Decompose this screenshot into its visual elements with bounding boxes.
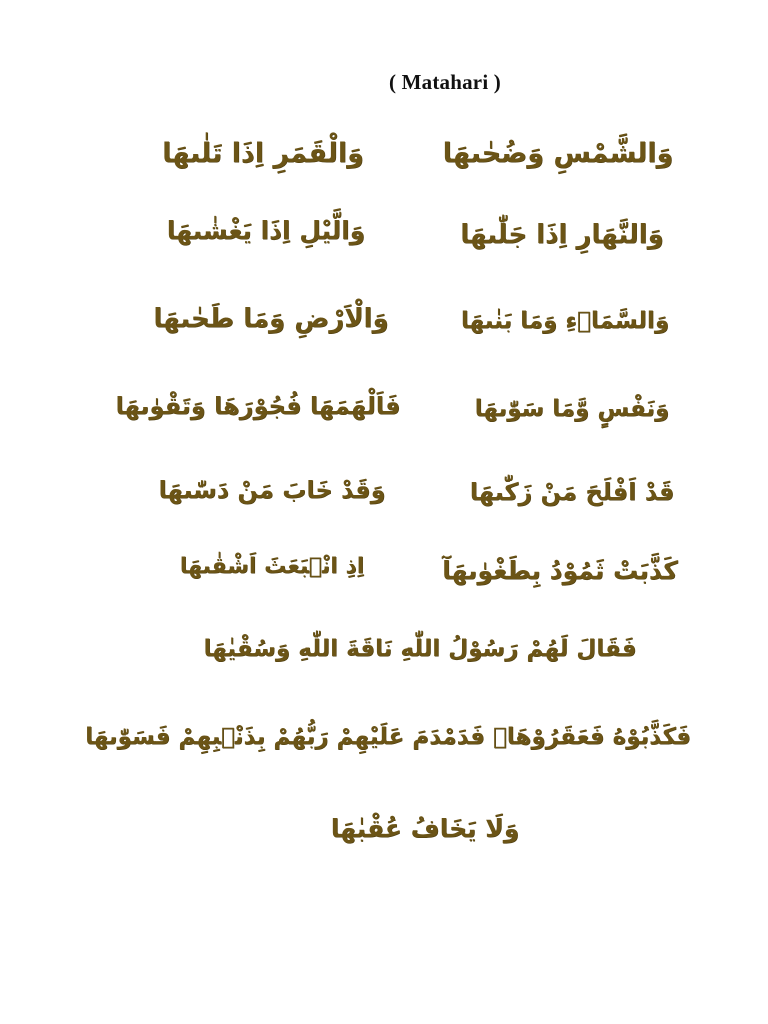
verse-4: وَالَّيْلِ اِذَا يَغْشٰىهَا (166, 216, 366, 245)
verse-3: وَالنَّهَارِ اِذَا جَلّٰىهَا (460, 220, 664, 250)
verse-11: كَذَّبَتْ ثَمُوْدُ بِطَغْوٰىهَآ (442, 556, 678, 585)
verse-5: وَالسَّمَاۤءِ وَمَا بَنٰىهَا (460, 308, 670, 334)
verse-10: وَقَدْ خَابَ مَنْ دَسّٰىهَا (158, 476, 386, 504)
verse-6: وَالْاَرْضِ وَمَا طَحٰىهَا (153, 304, 389, 334)
verse-1: وَالشَّمْسِ وَضُحٰىهَا (442, 138, 674, 169)
verse-14: فَكَذَّبُوْهُ فَعَقَرُوْهَاۖ فَدَمْدَمَ عَلَيْهِمْ رَبُّهُمْ بِذَنْۢبِهِمْ فَسَوّٰىهَا (85, 724, 691, 750)
verse-12: اِذِ انْۢبَعَثَ اَشْقٰىهَا (179, 554, 365, 579)
verse-15: وَلَا يَخَافُ عُقْبٰهَا (330, 814, 520, 843)
verse-2: وَالْقَمَرِ اِذَا تَلٰىهَا (162, 138, 364, 169)
verse-8: فَاَلْهَمَهَا فُجُوْرَهَا وَتَقْوٰىهَا (115, 392, 401, 420)
verse-7: وَنَفْسٍ وَّمَا سَوّٰىهَا (474, 396, 670, 422)
verse-13: فَقَالَ لَهُمْ رَسُوْلُ اللّٰهِ نَاقَةَ اللّٰهِ وَسُقْيٰهَا (203, 636, 637, 662)
verse-9: قَدْ اَفْلَحَ مَنْ زَكّٰىهَا (469, 478, 675, 506)
page-title: ( Matahari ) (388, 70, 502, 94)
